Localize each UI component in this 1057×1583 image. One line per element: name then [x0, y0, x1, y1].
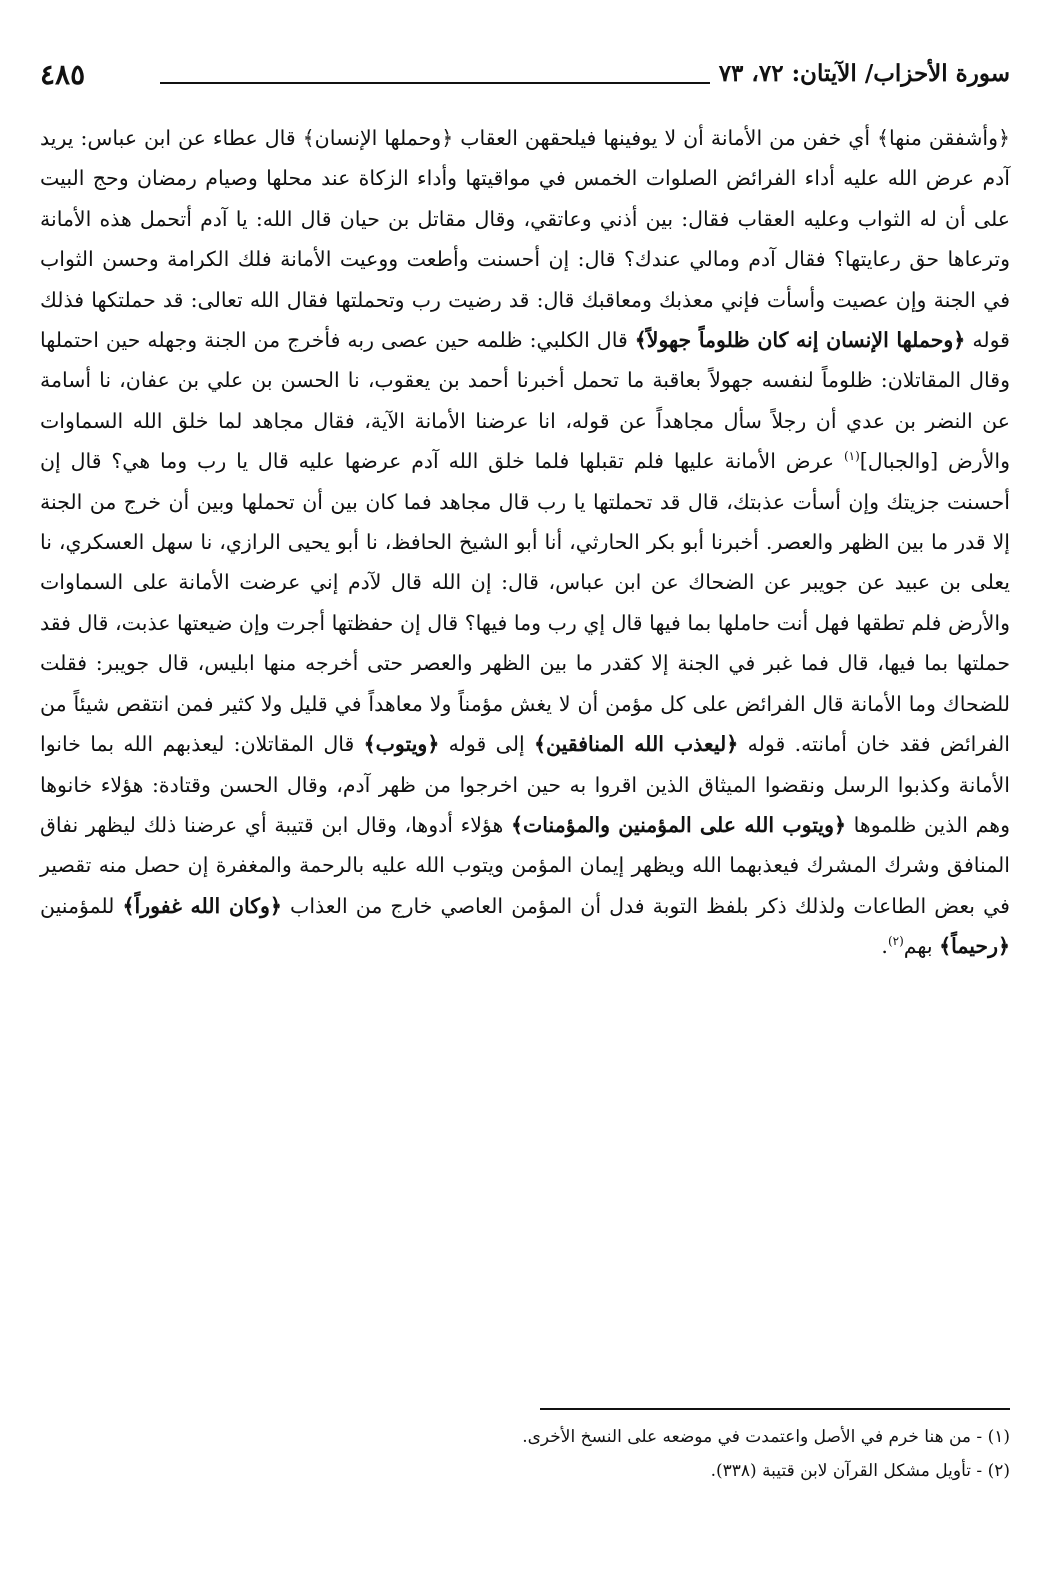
tafsir-paragraph [40, 118, 1010, 967]
footnote-1: (١) - من هنا خرم في الأصل واعتمدت في موضعه على النسخ الأخرى. [522, 1427, 1010, 1447]
main-text [40, 118, 1010, 967]
header-rule [160, 82, 710, 84]
page-header [40, 58, 1010, 98]
footnote-ref-1[interactable]: (١) [843, 449, 860, 464]
quran-quote: ﴿ويتوب﴾ [363, 732, 440, 757]
footnotes [410, 1420, 1010, 1488]
quran-quote: ﴿ليعذب الله المنافقين﴾ [534, 732, 739, 757]
text-segment: إلى قوله [439, 732, 535, 757]
quran-quote: ﴿وكان الله غفوراً﴾ [122, 893, 282, 918]
quran-quote: ﴿ويتوب الله على المؤمنين والمؤمنات﴾ [511, 812, 847, 837]
text-segment: للمؤمنين [40, 893, 123, 918]
text-segment: . [881, 934, 888, 959]
text-segment: هؤلاء أدوها، وقال ابن قتيبة أي عرضنا ذلك ليظهر نفاق المنافق وشرك المشرك فيعذبهما الله ويظهر إيمان المؤمن ويتوب الله عليه بالرحمة والمغفرة إن حصل منه تقصير في بعض الطاعات ولذلك ذكر بلفظ التوبة فدل أن المؤمن العاصي خارج من العذاب [40, 812, 1010, 918]
text-segment: بهم [903, 934, 940, 959]
page-number: ٤٨٥ [40, 58, 86, 91]
text-segment: قال المقاتلان: ليعذبهم الله بما خانوا الأمانة وكذبوا الرسل ونقضوا الميثاق الذين اقروا به حين اخرجوا من ظهر آدم، وقال الحسن وقتادة: هؤلاء خانوها وهم الذين ظلموها [40, 732, 1010, 837]
running-title: سورة الأحزاب/ الآيتان: ٧٢، ٧٣ [718, 60, 1010, 87]
quran-quote: ﴿رحيماً﴾ [939, 934, 1010, 959]
quran-quote: ﴿وحملها الإنسان إنه كان ظلوماً جهولاً﴾ [634, 328, 966, 353]
footnote-ref-2[interactable]: (٢) [887, 934, 904, 949]
text-segment: عرض الأمانة عليها فلم تقبلها فلما خلق الله آدم عرضها عليه قال يا رب وما هي؟ قال إن أحسنت جزيتك وإن أسأت عذبتك، قال قد تحملتها يا رب قال مجاهد فما كان بين أن تحملها وبين أن خرج من الجنة إلا قدر ما بين الظهر والعصر. أخبرنا أبو بكر الحارثي، أنا أبو الشيخ الحافظ، نا أبو يحيى الرازي، نا سهل العسكري، نا يعلى بن عبيد عن جويبر عن الضحاك عن ابن عباس، قال: إن الله قال لآدم إني عرضت الأمانة على السماوات والأرض فلم تطقها فهل أنت حاملها بما فيها قال إي رب وما فيها؟ قال إن حفظتها أجرت وإن ضيعتها عذبت، قال فقد حملتها بما فيها، قال فما غبر في الجنة إلا كقدر ما بين الظهر والعصر حتى أخرجه منها ابليس، قال جويبر: فقلت للضحاك وما الأمانة قال الفرائض على كل مؤمن أن لا يغش مؤمناً ولا معاهداً في قليل ولا كثير فمن انتقص شيئاً من الفرائض فقد خان أمانته. قوله [40, 449, 1010, 757]
footnote-2: (٢) - تأويل مشكل القرآن لابن قتيبة (٣٣٨). [710, 1461, 1010, 1481]
footnote-rule [540, 1408, 1010, 1410]
text-segment: قال الكلبي: ظلمه حين عصى ربه فأخرج من الجنة وجهله حين احتملها وقال المقاتلان: ظلوماً لنفسه جهولاً بعاقبة ما تحمل أخبرنا أحمد بن يعقوب، نا الحسن بن علي بن عفان، نا أسامة عن النضر بن عدي أن رجلاً سأل مجاهداً عن قوله، انا عرضنا الأمانة الآية، فقال مجاهد لما خلق الله السماوات والأرض [والجبال] [40, 328, 1010, 474]
text-segment: ﴿وأشفقن منها﴾ أي خفن من الأمانة أن لا يوفينها فيلحقهن العقاب ﴿وحملها الإنسان﴾ قال عطاء عن ابن عباس: يريد آدم عرض الله عليه أداء الفرائض الصلوات الخمس في مواقيتها وأداء الزكاة عند محلها وصيام رمضان وحج البيت على أن له الثواب وعليه العقاب فقال: بين أذني وعاتقي، وقال مقاتل بن حيان قال الله: يا آدم أتحمل هذه الأمانة وترعاها حق رعايتها؟ فقال آدم ومالي عندك؟ قال: إن أحسنت وأطعت ووعيت الأمانة فلك الكرامة وحسن الثواب في الجنة وإن عصيت وأسأت فإني معذبك ومعاقبك قال: قد رضيت رب وتحملتها فقال الله تعالى: قد حملتكها فذلك قوله [40, 126, 1010, 353]
